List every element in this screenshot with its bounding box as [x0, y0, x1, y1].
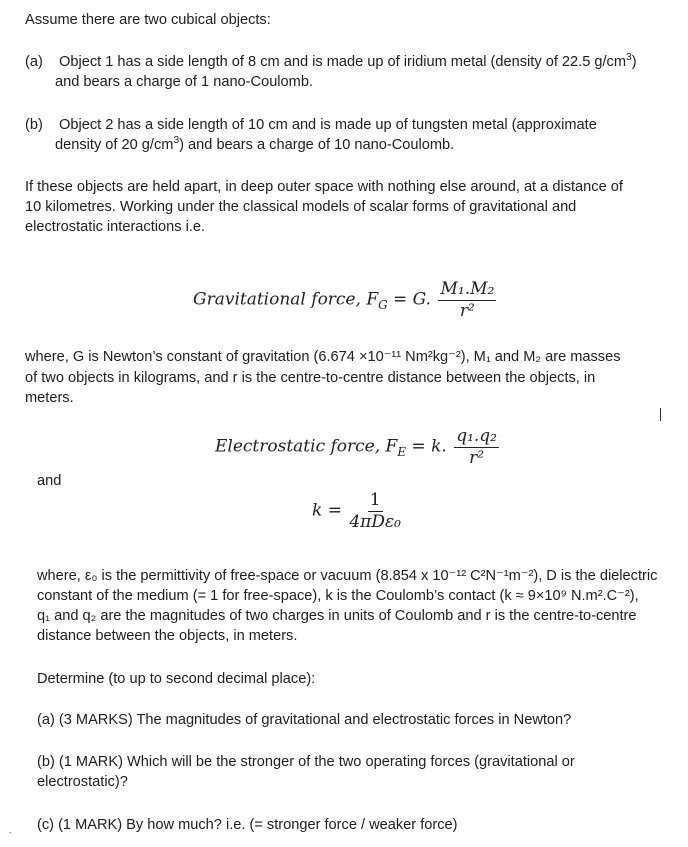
elec-fraction — [454, 427, 499, 467]
question-a: (a) (3 MARKS) The magnitudes of gravitational and electrostatic forces in Newton? — [37, 712, 572, 728]
elec-where-line2: constant of the medium (= 1 for free-space), k is the Coulomb’s contact (k ≈ 9×10⁹ N.m².C⁻²), — [37, 588, 639, 604]
elec-eq: = k. — [406, 436, 447, 457]
elec-numerator: q₁.q₂ — [456, 426, 498, 446]
question-b-line1: (b) (1 MARK) Which will be the stronger of the two operating forces (gravitational or — [37, 754, 575, 770]
gravitational-formula — [193, 280, 498, 320]
question-c: (c) (1 MARK) By how much? i.e. (= stronger force / weaker force) — [37, 817, 458, 833]
text-cursor — [660, 408, 661, 421]
item-a-line2: and bears a charge of 1 nano-Coulomb. — [55, 74, 313, 90]
grav-denominator: r² — [459, 301, 475, 321]
grav-fraction — [438, 280, 496, 320]
grav-where-line2: of two objects in kilograms, and r is the centre-to-centre distance between the objects, in — [25, 370, 596, 386]
setup-line2: 10 kilometres. Working under the classical models of scalar forms of gravitational and — [25, 199, 577, 215]
elec-where-line1: where, ε₀ is the permittivity of free-space or vacuum (8.854 x 10⁻¹² C²N⁻¹m⁻²), D is the dielectric — [37, 568, 658, 584]
grav-numerator: M₁.M₂ — [440, 279, 495, 299]
k-numerator: 1 — [369, 490, 381, 510]
setup-line1: If these objects are held apart, in deep outer space with nothing else around, at a distance of — [25, 179, 623, 195]
item-b-line2: density of 20 $g/cm^3$) and bears a charge of 10 nano-Coulomb. — [55, 135, 455, 153]
k-denominator: 4πDε₀ — [349, 512, 401, 532]
k-formula — [312, 491, 403, 531]
setup-line3: electrostatic interactions i.e. — [25, 219, 206, 235]
and-text: and — [37, 473, 62, 489]
grav-lhs-sub: G — [378, 297, 388, 312]
stray-mark: ` — [9, 831, 12, 841]
item-b-label: (b) — [25, 117, 43, 133]
grav-lhs: Gravitational force, F — [193, 289, 379, 310]
grav-where-line1: where, G is Newton’s constant of gravitation (6.674 ×10⁻¹¹ Nm²kg⁻²), M₁ and M₂ are masses — [25, 349, 621, 365]
question-b-line2: electrostatic)? — [37, 774, 128, 790]
item-a-label: (a) — [25, 54, 43, 70]
electrostatic-formula — [215, 427, 501, 467]
determine-text: Determine (to up to second decimal place): — [37, 671, 316, 687]
grav-where-line3: meters. — [25, 390, 74, 406]
item-b-line1: Object 2 has a side length of 10 cm and is made up of tungsten metal (approximate — [59, 117, 597, 133]
item-a-line1: Object 1 has a side length of 8 cm and is made up of iridium metal (density of 22.5 $g/cm^3$) — [59, 52, 637, 70]
k-fraction — [349, 491, 401, 531]
grav-eq: = G. — [387, 289, 432, 310]
elec-where-line4: distance between the objects, in meters. — [37, 628, 298, 644]
intro-text: Assume there are two cubical objects: — [25, 12, 271, 28]
elec-denominator: r² — [469, 448, 485, 468]
elec-lhs: Electrostatic force, F — [215, 436, 398, 457]
elec-lhs-sub: E — [397, 444, 407, 459]
k-lhs: k = — [312, 500, 348, 521]
elec-where-line3: q₁ and q₂ are the magnitudes of two charges in units of Coulomb and r is the centre-to-centre — [37, 608, 637, 624]
